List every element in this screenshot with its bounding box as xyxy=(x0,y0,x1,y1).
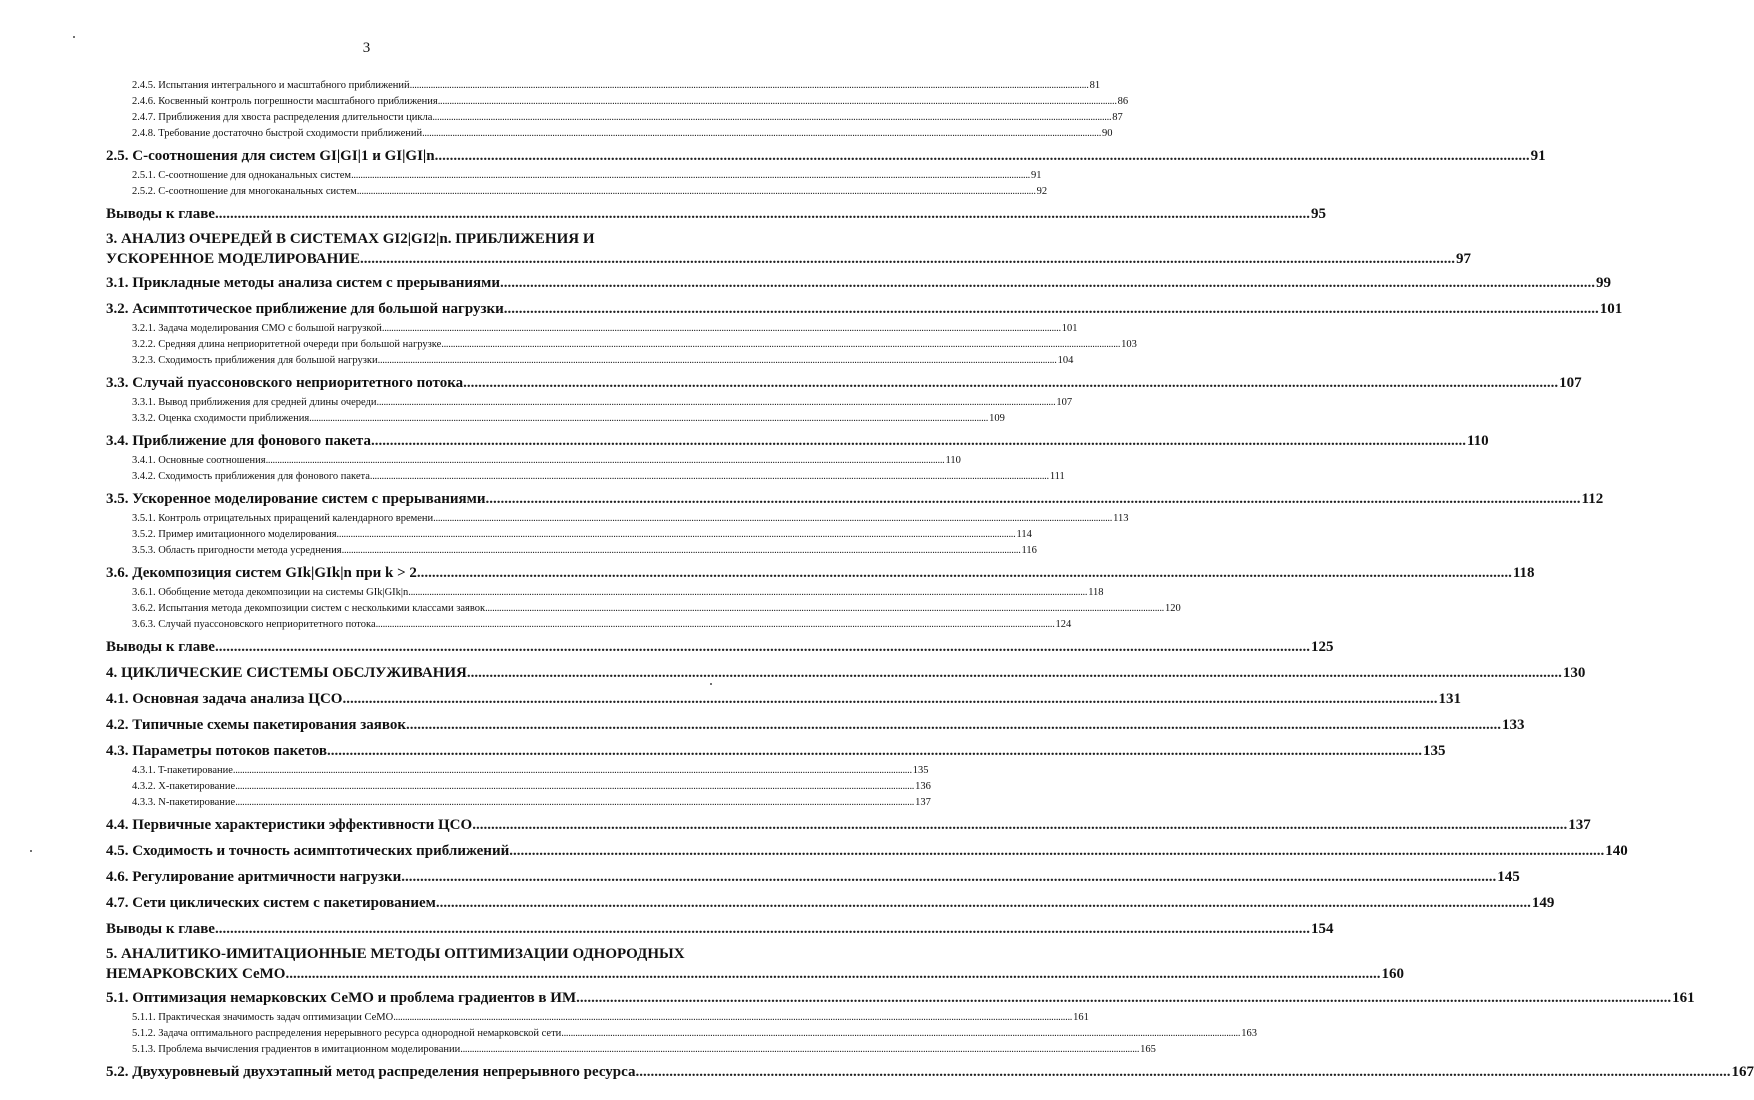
toc-entry-title: Выводы к главе xyxy=(106,206,215,222)
toc-leader-dots xyxy=(233,763,912,779)
toc-page-number: 91 xyxy=(1530,148,1546,164)
toc-leader-dots xyxy=(486,487,1581,511)
toc-leader-dots xyxy=(576,986,1671,1010)
toc-leader-dots xyxy=(327,739,1422,763)
toc-entry-title: 2.5. C-соотношения для систем GI|GI|1 и GI|GI|n xyxy=(106,148,435,164)
toc-entry-title: 4.2. Типичные схемы пакетирования заявок xyxy=(106,717,407,733)
toc-page-number: 161 xyxy=(1073,1012,1089,1023)
toc-page-number: 136 xyxy=(915,781,931,792)
toc-leader-dots xyxy=(435,144,1530,168)
toc-section-entry[interactable] xyxy=(106,297,1623,321)
toc-leader-dots xyxy=(485,601,1164,617)
toc-leader-dots xyxy=(377,395,1056,411)
toc-subsection-entry[interactable] xyxy=(106,1042,1156,1058)
toc-subsection-entry[interactable] xyxy=(106,527,1032,543)
toc-leader-dots xyxy=(401,865,1496,889)
toc-page-number: 137 xyxy=(915,797,931,808)
toc-page-number: 145 xyxy=(1497,869,1520,885)
toc-leader-dots xyxy=(351,168,1030,184)
toc-entry-title: 3.6.3. Случай пуассоновского неприоритетного потока xyxy=(132,619,376,630)
toc-entry-title: 3.5.3. Область пригодности метода усреднения xyxy=(132,545,342,556)
toc-page-number: 165 xyxy=(1140,1044,1156,1055)
toc-subsection-entry[interactable] xyxy=(106,78,1101,94)
toc-page-number: 160 xyxy=(1381,966,1404,982)
toc-page-number: 109 xyxy=(989,413,1005,424)
toc-leader-dots xyxy=(393,1010,1072,1026)
toc-leader-dots xyxy=(635,1060,1730,1084)
toc-entry-title: 3.3.1. Вывод приближения для средней длины очереди xyxy=(132,397,377,408)
toc-section-entry[interactable] xyxy=(106,813,1591,837)
toc-page-number: 135 xyxy=(912,765,929,776)
toc-leader-dots xyxy=(371,429,1466,453)
toc-section-entry[interactable] xyxy=(106,371,1582,395)
toc-subsection-entry[interactable] xyxy=(106,1010,1089,1026)
toc-page-number: 154 xyxy=(1310,921,1334,937)
toc-page-number: 131 xyxy=(1438,691,1461,707)
toc-subsection-entry[interactable] xyxy=(106,763,929,779)
toc-page-number: 161 xyxy=(1672,990,1695,1006)
toc-entry-title: 5.1.3. Проблема вычисления градиентов в имитационном моделировании xyxy=(132,1044,461,1055)
toc-leader-dots xyxy=(337,527,1016,543)
toc-entry-title: 2.5.2. C-соотношение для многоканальных систем xyxy=(132,186,357,197)
toc-entry-title: 2.4.8. Требование достаточно быстрой сходимости приближений xyxy=(132,128,423,139)
toc-page-number: 140 xyxy=(1605,843,1628,859)
toc-entry-title: 3.4. Приближение для фонового пакета xyxy=(106,433,371,449)
toc-page-number: 103 xyxy=(1121,339,1137,350)
toc-leader-dots xyxy=(370,469,1049,485)
toc-entry-title: 5.1.1. Практическая значимость задач оптимизации СеМО xyxy=(132,1012,394,1023)
toc-entry-title: 4.3.3. N-пакетирование xyxy=(132,797,236,808)
toc-leader-dots xyxy=(309,411,988,427)
toc-section-entry[interactable] xyxy=(106,986,1695,1010)
toc-subsection-entry[interactable] xyxy=(106,779,931,795)
toc-section-entry[interactable] xyxy=(106,429,1489,453)
toc-section-entry[interactable] xyxy=(106,202,1326,226)
toc-leader-dots xyxy=(215,917,1310,941)
toc-leader-dots xyxy=(500,271,1595,295)
toc-leader-dots xyxy=(382,321,1061,337)
toc-leader-dots xyxy=(432,110,1111,126)
toc-page-number: 135 xyxy=(1423,743,1446,759)
toc-page-number: 110 xyxy=(945,455,961,466)
toc-section-entry[interactable] xyxy=(106,865,1520,889)
toc-leader-dots xyxy=(342,543,1021,559)
toc-entry-title: 4. ЦИКЛИЧЕСКИЕ СИСТЕМЫ ОБСЛУЖИВАНИЯ xyxy=(106,665,467,681)
toc-entry-title: 2.4.6. Косвенный контроль погрешности масштабного приближения xyxy=(132,96,438,107)
toc-page-number: 99 xyxy=(1596,275,1611,291)
toc-chapter-title-line1: 3. АНАЛИЗ ОЧЕРЕДЕЙ В СИСТЕМАХ GI2|GI2|n. ПРИБЛИЖЕНИЯ И xyxy=(106,231,595,247)
toc-page-number: 124 xyxy=(1055,619,1072,630)
toc-page-number: 91 xyxy=(1031,170,1042,181)
toc-section-entry[interactable] xyxy=(106,839,1628,863)
toc-entry-title: 4.6. Регулирование аритмичности нагрузки xyxy=(106,869,402,885)
toc-section-entry[interactable] xyxy=(106,739,1446,763)
toc-leader-dots xyxy=(472,813,1567,837)
toc-page-number: 97 xyxy=(1455,251,1471,267)
toc-page-number: 86 xyxy=(1117,96,1129,107)
toc-page-number: 81 xyxy=(1089,80,1101,91)
toc-entry-title: Выводы к главе xyxy=(106,639,215,655)
toc-entry-title: 3.2.1. Задача моделирования СМО с большой нагрузкой xyxy=(132,323,382,334)
table-of-contents xyxy=(106,78,1754,1084)
toc-entry-title: 4.7. Сети циклических систем с пакетированием xyxy=(106,895,436,911)
toc-subsection-entry[interactable] xyxy=(106,617,1072,633)
toc-entry-title: 2.4.7. Приближения для хвоста распределения длительности цикла xyxy=(132,112,433,123)
toc-leader-dots xyxy=(433,511,1112,527)
toc-section-entry[interactable] xyxy=(106,271,1611,295)
toc-entry-title: Выводы к главе xyxy=(106,921,215,937)
toc-page-number: 107 xyxy=(1056,397,1073,408)
toc-chapter-title-line1: 5. АНАЛИТИКО-ИМИТАЦИОННЫЕ МЕТОДЫ ОПТИМИЗАЦИИ ОДНОРОДНЫХ xyxy=(106,946,685,962)
toc-entry-title: 3.3.2. Оценка сходимости приближения xyxy=(132,413,310,424)
toc-page-number: 137 xyxy=(1568,817,1591,833)
toc-subsection-entry[interactable] xyxy=(106,511,1129,527)
toc-entry-title: 4.5. Сходимость и точность асимптотических приближений xyxy=(106,843,510,859)
toc-section-entry[interactable] xyxy=(106,144,1546,168)
toc-leader-dots xyxy=(235,795,914,811)
toc-page-number: 133 xyxy=(1502,717,1525,733)
toc-entry-title: 2.4.5. Испытания интегрального и масштабного приближений xyxy=(132,80,410,91)
toc-page-number: 118 xyxy=(1512,565,1535,581)
toc-leader-dots xyxy=(509,839,1604,863)
toc-section-entry[interactable] xyxy=(106,487,1604,511)
toc-page-number: 113 xyxy=(1113,513,1129,524)
toc-leader-dots xyxy=(235,779,914,795)
toc-page-number: 116 xyxy=(1021,545,1037,556)
toc-page-number: 110 xyxy=(1466,433,1489,449)
toc-leader-dots xyxy=(504,297,1599,321)
toc-subsection-entry[interactable] xyxy=(106,395,1073,411)
toc-leader-dots xyxy=(285,964,1380,984)
toc-entry-title: 4.3. Параметры потоков пакетов xyxy=(106,743,327,759)
toc-subsection-entry[interactable] xyxy=(106,411,1005,427)
toc-page-number: 107 xyxy=(1559,375,1582,391)
toc-leader-dots xyxy=(215,202,1310,226)
toc-entry-title: 3.4.2. Сходимость приближения для фонового пакета xyxy=(132,471,370,482)
toc-entry-title: 2.5.1. C-соотношение для одноканальных систем xyxy=(132,170,352,181)
toc-page-number: 101 xyxy=(1599,301,1623,317)
toc-subsection-entry[interactable] xyxy=(106,353,1074,369)
toc-entry-title: 3.6. Декомпозиция систем GIk|GIk|n при k > 2 xyxy=(106,565,417,581)
toc-page-number: 118 xyxy=(1088,587,1104,598)
scan-speck xyxy=(710,683,712,685)
toc-entry-title: 4.3.2. X-пакетирование xyxy=(132,781,236,792)
toc-entry-title: 5.1. Оптимизация немарковских СеМО и проблема градиентов в ИМ xyxy=(106,990,577,1006)
toc-subsection-entry[interactable] xyxy=(106,321,1078,337)
toc-subsection-entry[interactable] xyxy=(106,543,1037,559)
toc-leader-dots xyxy=(460,1042,1139,1058)
toc-chapter-entry[interactable] xyxy=(106,229,1471,269)
toc-page-number: 114 xyxy=(1016,529,1032,540)
toc-section-entry[interactable] xyxy=(106,1060,1754,1084)
toc-entry-title: 3.6.2. Испытания метода декомпозиции систем с несколькими классами заявок xyxy=(132,603,486,614)
toc-subsection-entry[interactable] xyxy=(106,469,1065,485)
toc-subsection-entry[interactable] xyxy=(106,94,1129,110)
toc-entry-title: 5.1.2. Задача оптимального распределения нерерывного ресурса однородной немарковской сети xyxy=(132,1028,562,1039)
toc-subsection-entry[interactable] xyxy=(106,337,1137,353)
toc-section-entry[interactable] xyxy=(106,917,1334,941)
toc-leader-dots xyxy=(438,94,1117,110)
toc-subsection-entry[interactable] xyxy=(106,168,1042,184)
toc-leader-dots xyxy=(417,561,1512,585)
toc-leader-dots xyxy=(378,353,1057,369)
toc-subsection-entry[interactable] xyxy=(106,1026,1257,1042)
toc-entry-title: 3.4.1. Основные соотношения xyxy=(132,455,266,466)
toc-subsection-entry[interactable] xyxy=(106,453,961,469)
toc-entry-title: 3.2.3. Сходимость приближения для большой нагрузки xyxy=(132,355,378,366)
toc-entry-title: 3.6.1. Обобщение метода декомпозиции на системы GIk|GIk|n xyxy=(132,587,409,598)
toc-page-number: 101 xyxy=(1061,323,1078,334)
toc-entry-title: 3.5.1. Контроль отрицательных приращений календарного времени xyxy=(132,513,434,524)
toc-leader-dots xyxy=(561,1026,1240,1042)
toc-leader-dots xyxy=(266,453,945,469)
toc-page-number: 112 xyxy=(1581,491,1604,507)
toc-leader-dots xyxy=(441,337,1120,353)
toc-entry-title: 5.2. Двухуровневый двухэтапный метод распределения непрерывного ресурса xyxy=(106,1064,636,1080)
toc-section-entry[interactable] xyxy=(106,713,1525,737)
toc-leader-dots xyxy=(376,617,1055,633)
toc-chapter-title-line2: НЕМАРКОВСКИХ СеМО xyxy=(106,966,286,982)
toc-leader-dots xyxy=(360,249,1455,269)
toc-entry-title: 3.3. Случай пуассоновского неприоритетного потока xyxy=(106,375,464,391)
toc-page-number: 87 xyxy=(1112,112,1123,123)
toc-entry-title: 3.2. Асимптотическое приближение для большой нагрузки xyxy=(106,301,504,317)
page-number: 3 xyxy=(362,40,371,56)
toc-leader-dots xyxy=(463,371,1558,395)
toc-section-entry[interactable] xyxy=(106,891,1555,915)
toc-page-number: 167 xyxy=(1731,1064,1754,1080)
toc-chapter-title-line2: УСКОРЕННОЕ МОДЕЛИРОВАНИЕ xyxy=(106,251,360,267)
toc-leader-dots xyxy=(406,713,1501,737)
toc-subsection-entry[interactable] xyxy=(106,601,1181,617)
toc-page-number: 120 xyxy=(1165,603,1181,614)
scan-speck xyxy=(30,850,32,852)
toc-page-number: 163 xyxy=(1241,1028,1257,1039)
toc-section-entry[interactable] xyxy=(106,561,1535,585)
toc-leader-dots xyxy=(436,891,1531,915)
toc-subsection-entry[interactable] xyxy=(106,795,931,811)
toc-subsection-entry[interactable] xyxy=(106,184,1048,200)
toc-leader-dots xyxy=(342,687,1437,711)
toc-subsection-entry[interactable] xyxy=(106,126,1113,142)
toc-entry-title: 3.1. Прикладные методы анализа систем с прерываниями xyxy=(106,275,500,291)
scan-speck xyxy=(73,36,75,38)
toc-section-entry[interactable] xyxy=(106,687,1461,711)
toc-entry-title: 3.5. Ускоренное моделирование систем с прерываниями xyxy=(106,491,486,507)
toc-entry-title: 4.3.1. T-пакетирование xyxy=(132,765,233,776)
toc-page-number: 111 xyxy=(1049,471,1065,482)
toc-leader-dots xyxy=(215,635,1310,659)
toc-page-number: 104 xyxy=(1057,355,1074,366)
toc-page-number: 125 xyxy=(1310,639,1334,655)
toc-leader-dots xyxy=(422,126,1101,142)
toc-page-number: 95 xyxy=(1310,206,1326,222)
toc-section-entry[interactable] xyxy=(106,661,1586,685)
toc-entry-title: 4.4. Первичные характеристики эффективности ЦСО xyxy=(106,817,473,833)
toc-leader-dots xyxy=(357,184,1036,200)
toc-entry-title: 3.5.2. Пример имитационного моделирования xyxy=(132,529,337,540)
toc-subsection-entry[interactable] xyxy=(106,585,1104,601)
toc-section-entry[interactable] xyxy=(106,635,1334,659)
toc-subsection-entry[interactable] xyxy=(106,110,1123,126)
toc-leader-dots xyxy=(410,78,1089,94)
toc-chapter-entry[interactable] xyxy=(106,944,1404,984)
toc-page-number: 149 xyxy=(1531,895,1555,911)
toc-page-number: 90 xyxy=(1102,128,1113,139)
toc-page-number: 130 xyxy=(1562,665,1586,681)
toc-leader-dots xyxy=(467,661,1562,685)
toc-entry-title: 3.2.2. Средняя длина неприоритетной очереди при большой нагрузке xyxy=(132,339,442,350)
toc-entry-title: 4.1. Основная задача анализа ЦСО xyxy=(106,691,343,707)
toc-leader-dots xyxy=(408,585,1087,601)
toc-page-number: 92 xyxy=(1036,186,1048,197)
